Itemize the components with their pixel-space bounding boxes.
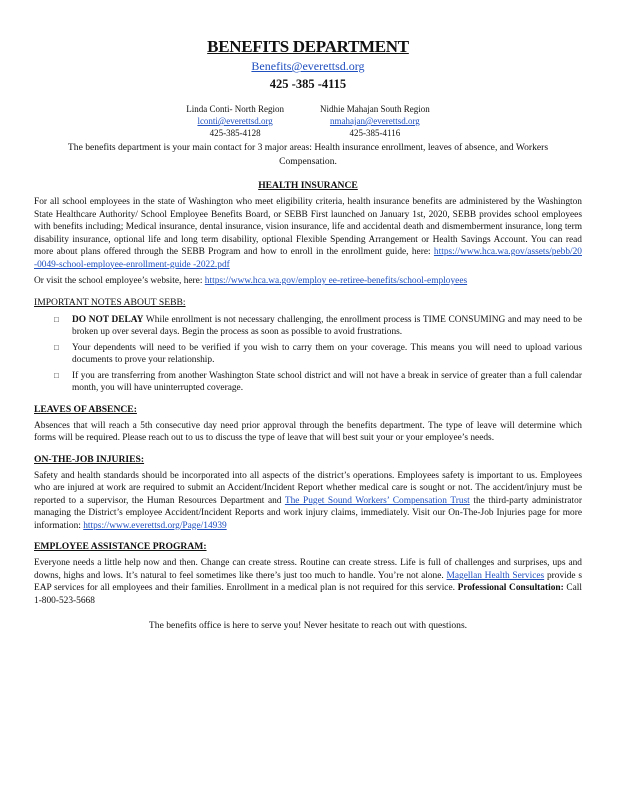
note-text: If you are transferring from another Washington State school district and will not have a break in service of greater than a full calendar month, you will have uninterrupted coverage. xyxy=(72,370,582,393)
health-insurance-paragraph xyxy=(34,196,582,271)
bullet-icon: □ xyxy=(54,342,59,352)
health-insurance-text: For all school employees in the state of Washington who meet eligibility criteria, health insurance benefits are administered by the Washington State Healthcare Authority/ School Employee Benefits Board, or SEBB First launched on January 1st, 2020, SEBB provides school employees with benefits including; Medical insurance, dental insurance, vision insurance, life and accidental death and dismemberment insurance, long term disability insurance, optional life and long term disability, optional Flexible Spending Arrangement or Health Savings Account. You can read more about plans offered through the SEBB Program and how to enroll in the enrollment guide, here: xyxy=(34,197,582,257)
health-insurance-heading: HEALTH INSURANCE xyxy=(258,180,358,191)
employee-assistance-heading: EMPLOYEE ASSISTANCE PROGRAM: xyxy=(34,541,207,552)
employee-assistance-paragraph xyxy=(34,557,582,607)
department-phone: 425 -385 -4115 xyxy=(269,77,347,91)
leaves-of-absence-heading: LEAVES OF ABSENCE: xyxy=(34,403,137,415)
contact-name: Linda Conti- North Region xyxy=(186,104,284,114)
department-email-link[interactable]: Benefits@everettsd.org xyxy=(251,59,365,73)
school-employees-website-link[interactable]: https://www.hca.wa.gov/employ ee-retiree-benefits/school-employees xyxy=(204,276,468,286)
school-employees-website-paragraph xyxy=(34,275,582,288)
note-text: Your dependents will need to be verified if you wish to carry them on your coverage. This means you will need to upload various documents to prove your relationship. xyxy=(72,342,582,365)
injuries-text-2: the third-party administrator managing the District’s employee Accident/Incident Reports and work injury claims, immediately. Visit our On-The-Job Injuries page for more information: xyxy=(34,495,582,531)
list-item xyxy=(34,342,582,367)
on-the-job-injuries-paragraph xyxy=(34,470,582,533)
bullet-icon: □ xyxy=(54,314,59,324)
list-item xyxy=(34,314,582,339)
important-notes-heading: IMPORTANT NOTES ABOUT SEBB: xyxy=(34,296,186,308)
eap-text-1: Everyone needs a little help now and then. Change can create stress. Routine can create stress. Life is full of challenges and surprises, ups and downs, highs and lows. It’s natural to feel sometimes like there’s just too much to handle. You’re not alone. xyxy=(34,558,582,581)
contact-email-link[interactable]: lconti@everettsd.org xyxy=(197,116,273,126)
workers-compensation-trust-link[interactable]: The Puget Sound Workers’ Compensation Trust xyxy=(284,495,470,506)
contact-north-region xyxy=(186,103,284,139)
on-the-job-injuries-heading: ON-THE-JOB INJURIES: xyxy=(34,453,145,465)
magellan-health-link[interactable]: Magellan Health Services xyxy=(446,570,545,581)
eap-text-2: provide s EAP services for all employees and their families. Enrollment in a medical plan is not required for this service. xyxy=(34,570,582,593)
contact-name: Nidhie Mahajan South Region xyxy=(320,104,430,114)
note-bold-text: DO NOT DELAY xyxy=(72,314,144,325)
leaves-of-absence-paragraph: Absences that will reach a 5th consecutive day need prior approval through the benefits department. The type of leave will determine which forms will be required. Please reach out to us to discuss the type of leave that will best suit your or your employee’s needs. xyxy=(34,420,582,443)
bullet-icon: □ xyxy=(54,370,59,380)
injuries-page-link[interactable]: https://www.everettsd.org/Page/14939 xyxy=(83,520,227,531)
regional-contacts xyxy=(34,103,582,139)
benefits-flyer xyxy=(34,36,582,632)
header xyxy=(34,36,582,93)
page-title: BENEFITS DEPARTMENT xyxy=(207,37,409,56)
important-notes-list xyxy=(34,314,582,395)
intro-text: The benefits department is your main contact for 3 major areas: Health insurance enrollment, leaves of absence, and Workers Compensation. xyxy=(67,142,549,167)
eap-phone-text: Call 1-800-523-5668 xyxy=(34,583,583,606)
contact-email-link[interactable]: nmahajan@everettsd.org xyxy=(329,116,420,126)
list-item xyxy=(34,370,582,395)
contact-phone: 425-385-4128 xyxy=(209,128,261,138)
enrollment-guide-link[interactable]: https://www.hca.wa.gov/assets/pebb/20 -0049-school-employee-enrollment-guide -2022.pdf xyxy=(34,247,582,270)
website-intro-text: Or visit the school employee’s website, here: xyxy=(34,276,205,286)
note-text: While enrollment is not necessary challenging, the enrollment process is TIME CONSUMING and may need to be broken up over several days. Begin the process as soon as possible to avoid frustrations. xyxy=(72,314,582,337)
injuries-text-1: Safety and health standards should be incorporated into all aspects of the district’s operations. Employees safety is important to us. Employees who are injured at work are required to submit an Accident/Incident Report whether medical care is sought or not. The accident/injury must be reported to a supervisor, the Human Resources Department and xyxy=(34,470,582,506)
contact-south-region xyxy=(320,103,430,139)
professional-consultation-label: Professional Consultation: xyxy=(457,583,564,593)
contact-phone: 425-385-4116 xyxy=(349,128,401,138)
closing-text: The benefits office is here to serve you! Never hesitate to reach out with questions. xyxy=(148,620,468,631)
